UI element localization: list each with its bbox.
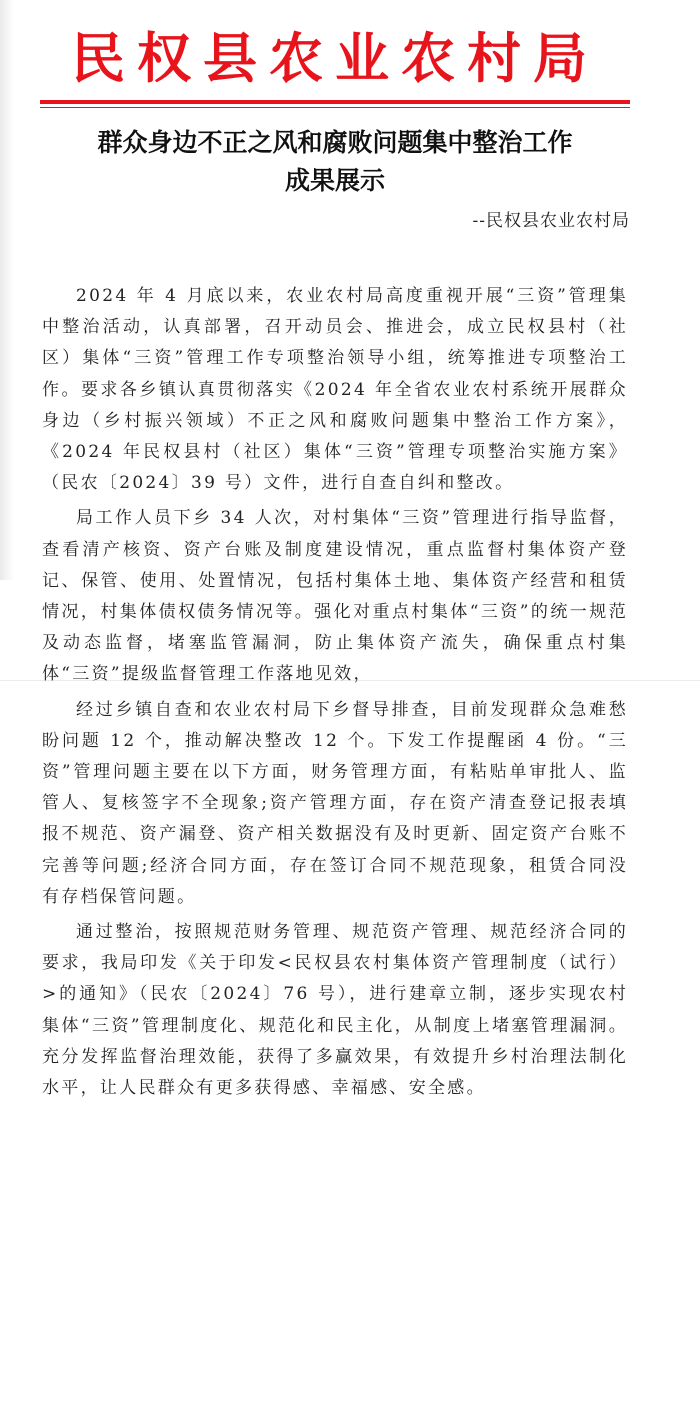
paragraph-3: 经过乡镇自查和农业农村局下乡督导排查，目前发现群众急难愁盼问题 12 个，推动解决整改 12 个。下发工作提醒函 4 份。“三资”管理问题主要在以下方面，财务管理方面，有粘贴单审批人、监管人、复核签字不全现象;资产管理方面，存在资产清查登记报表填报不规范、资产漏登、资产相关数据没有及时更新、固定资产台账不完善等问题;经济合同方面，存在签订合同不规范现象，租赁合同没有存档保管问题。 — [42, 699, 628, 907]
article-body — [42, 281, 628, 1108]
article-author: --民权县农业农村局 — [472, 211, 630, 231]
article-title-line2: 成果展示 — [284, 166, 385, 195]
masthead-red-rule-thin — [40, 107, 630, 108]
paragraph-2: 局工作人员下乡 34 人次，对村集体“三资”管理进行指导监督，查看清产核资、资产台账及制度建设情况，重点监督村集体资产登记、保管、使用、处置情况，包括村集体土地、集体资产经营和租赁情况，村集体债权债务情况等。强化对重点村集体“三资”的统一规范及动态监督，堵塞监管漏洞，防止集体资产流失，确保重点村集体“三资”提级监督管理工作落地见效， — [42, 508, 628, 685]
article-title — [40, 124, 630, 200]
scan-edge-shade — [0, 0, 14, 580]
paragraph-4: 通过整治，按照规范财务管理、规范资产管理、规范经济合同的要求，我局印发《关于印发<民权县农村集体资产管理制度（试行）>的通知》（民农〔2024〕76 号），进行建章立制，逐步实现农村集体“三资”管理制度化、规范化和民主化，从制度上堵塞管理漏洞。充分发挥监督治理效能，获得了多赢效果，有效提升乡村治理法制化水平，让人民群众有更多获得感、幸福感、安全感。 — [42, 922, 628, 1099]
paragraph-1: 2024 年 4 月底以来，农业农村局高度重视开展“三资”管理集中整治活动，认真部署，召开动员会、推进会，成立民权县村（社区）集体“三资”管理工作专项整治领导小组，统筹推进专项整治工作。要求各乡镇认真贯彻落实《2024 年全省农业农村系统开展群众身边（乡村振兴领域）不正之风和腐败问题集中整治工作方案》，《2024 年民权县村（社区）集体“三资”管理专项整治实施方案》（民农〔2024〕39 号）文件，进行自查自纠和整改。 — [42, 286, 628, 494]
masthead-org-name: 民权县农业农村局 — [71, 26, 599, 90]
masthead-red-rule — [40, 100, 630, 104]
article-title-line1: 群众身边不正之风和腐败问题集中整治工作 — [97, 128, 573, 157]
